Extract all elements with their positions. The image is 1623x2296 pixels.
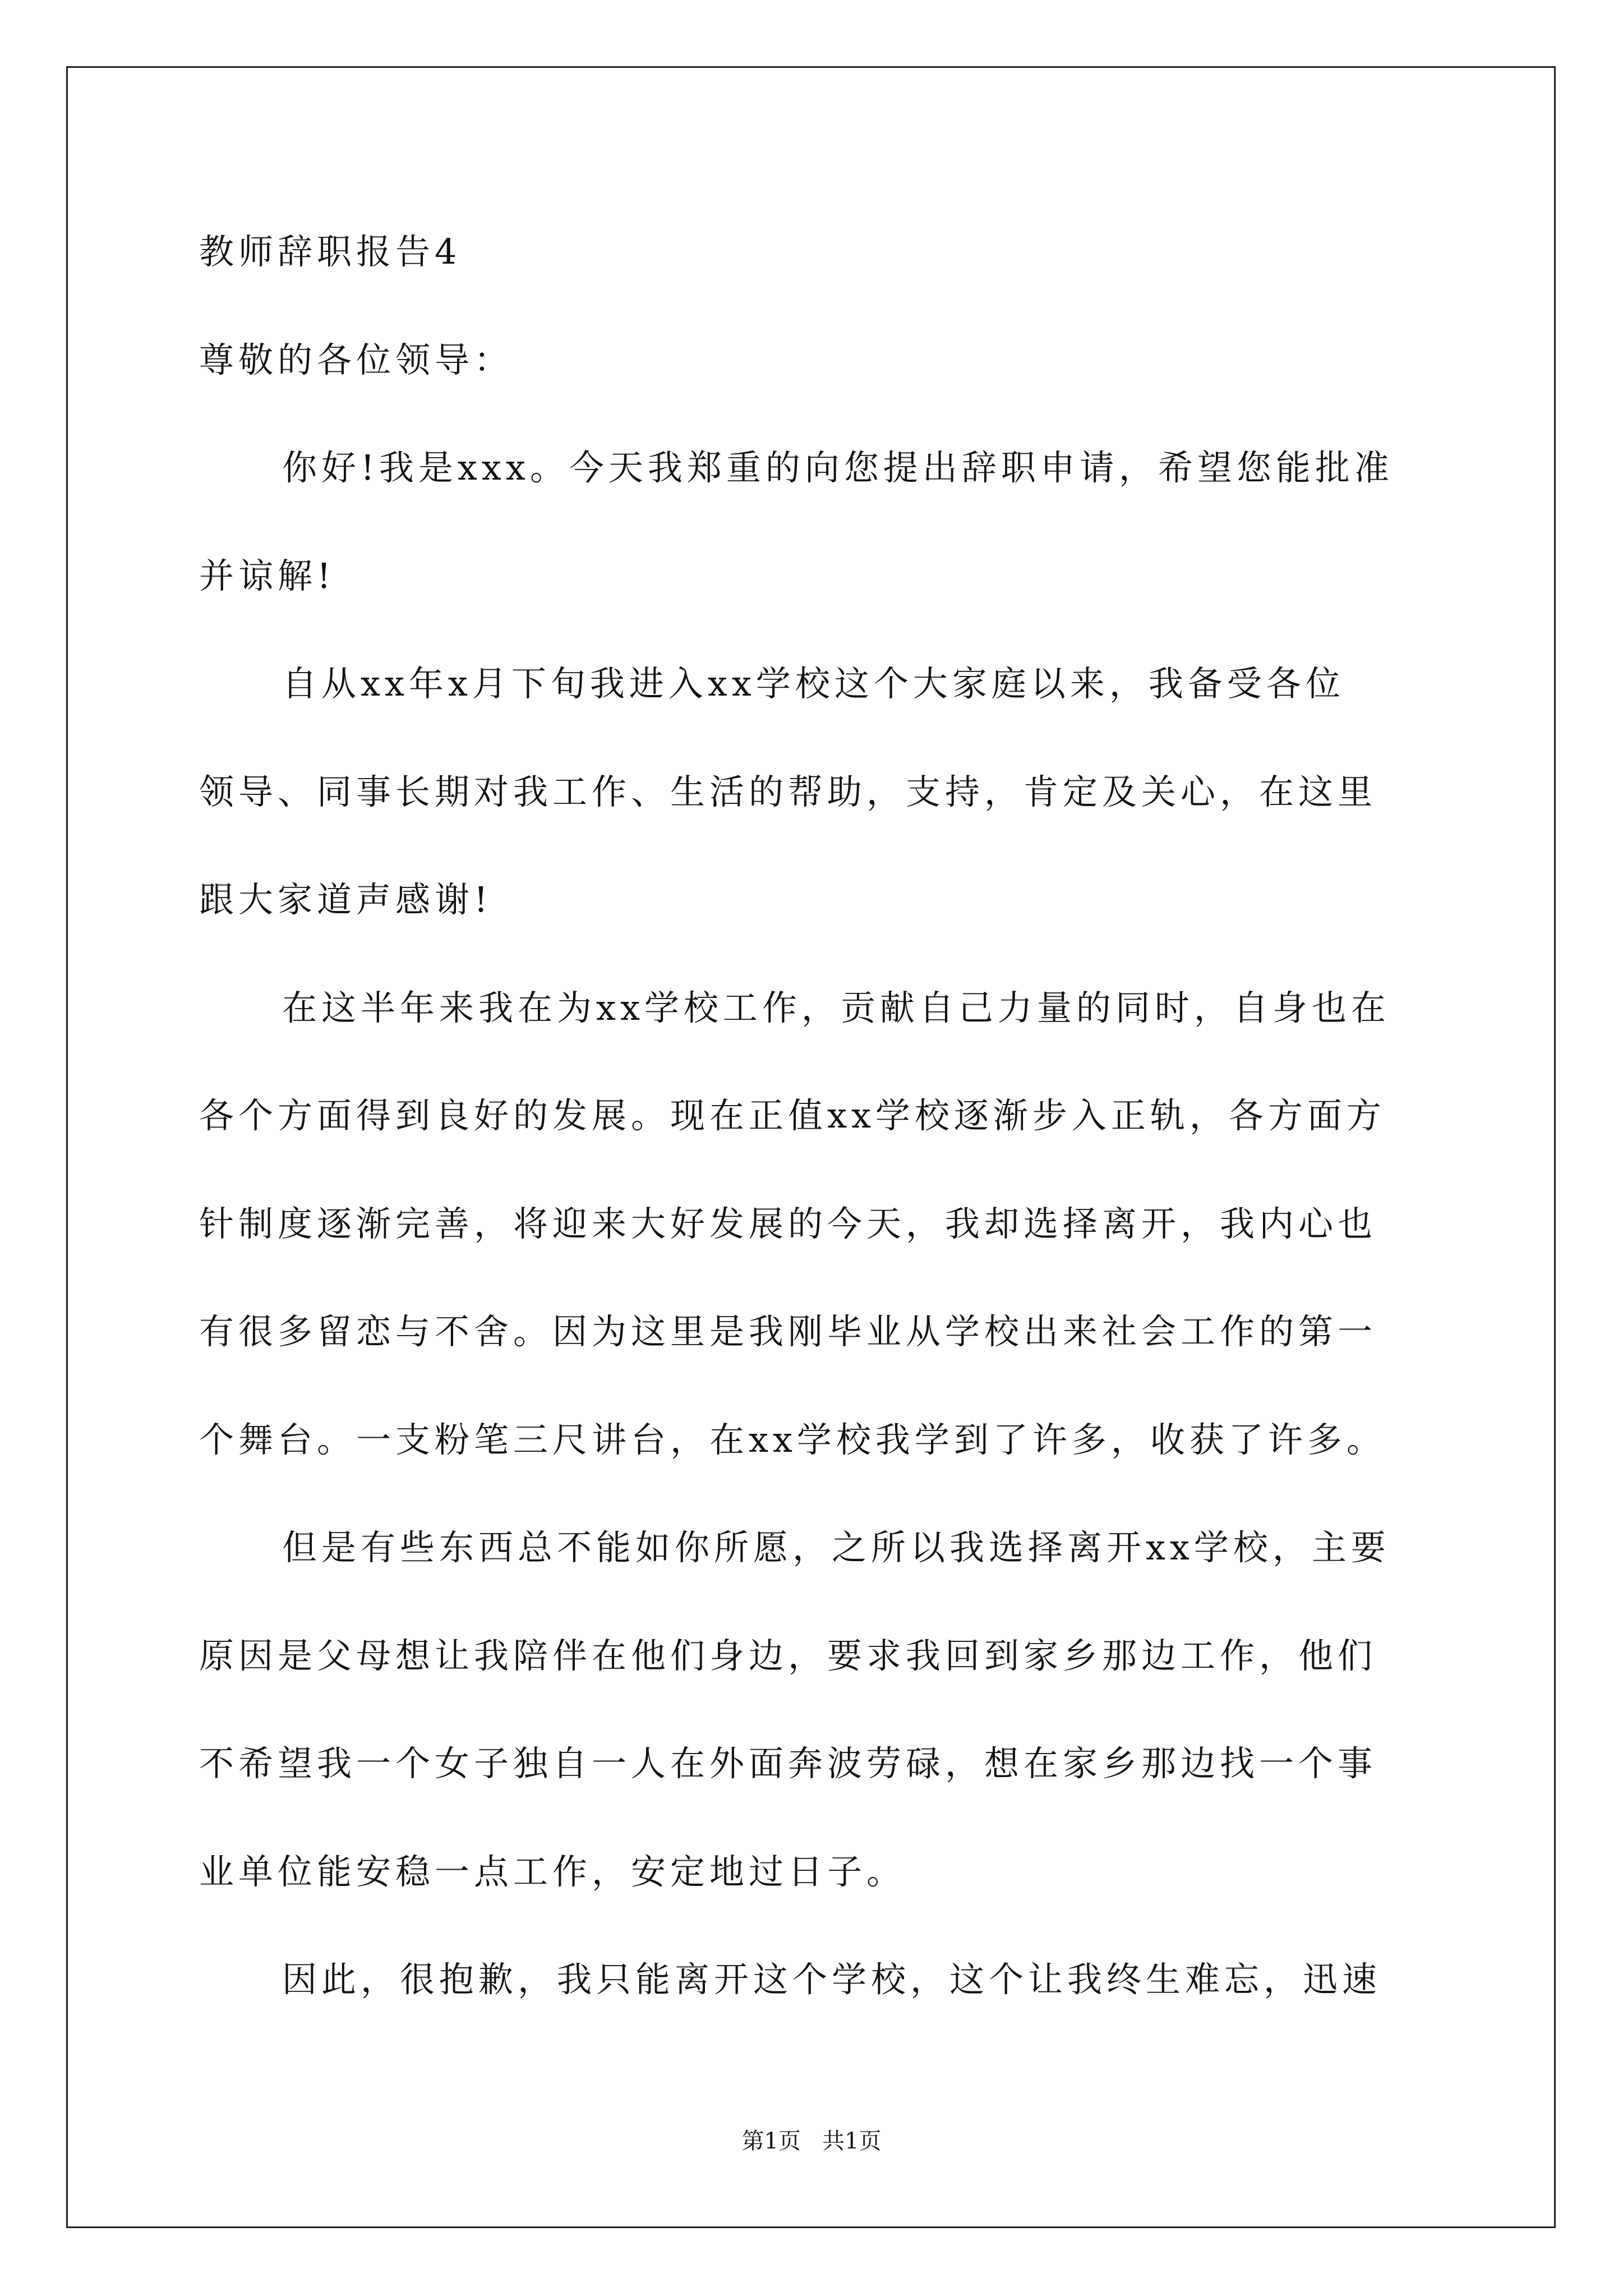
paragraph-line: 并谅解! — [199, 555, 335, 596]
paragraph-line: 原因是父母想让我陪伴在他们身边，要求我回到家乡那边工作，他们 — [199, 1635, 1377, 1676]
page-border — [66, 66, 1556, 2228]
paragraph-line: 你好!我是xxx。今天我郑重的向您提出辞职申请，希望您能批准 — [282, 447, 1394, 488]
paragraph-line: 自从xx年x月下旬我进入xx学校这个大家庭以来，我备受各位 — [282, 663, 1345, 704]
paragraph-line: 业单位能安稳一点工作，安定地过日子。 — [199, 1851, 906, 1892]
paragraph-line: 但是有些东西总不能如你所愿，之所以我选择离开xx学校，主要 — [282, 1527, 1390, 1568]
paragraph-line: 不希望我一个女子独自一人在外面奔波劳碌，想在家乡那边找一个事 — [199, 1743, 1377, 1784]
paragraph-line: 有很多留恋与不舍。因为这里是我刚毕业从学校出来社会工作的第一 — [199, 1311, 1377, 1352]
paragraph-line: 跟大家道声感谢! — [199, 879, 492, 920]
page-footer: 第1页 共1页 — [741, 2128, 882, 2154]
salutation: 尊敬的各位领导： — [199, 339, 514, 380]
document-title: 教师辞职报告4 — [199, 231, 462, 272]
paragraph-line: 个舞台。一支粉笔三尺讲台，在xx学校我学到了许多，收获了许多。 — [199, 1419, 1386, 1460]
paragraph-line: 领导、同事长期对我工作、生活的帮助，支持，肯定及关心，在这里 — [199, 771, 1377, 812]
paragraph-line: 各个方面得到良好的发展。现在正值xx学校逐渐步入正轨，各方面方 — [199, 1095, 1386, 1136]
paragraph-line: 针制度逐渐完善，将迎来大好发展的今天，我却选择离开，我内心也 — [199, 1203, 1377, 1244]
paragraph-line: 在这半年来我在为xx学校工作，贡献自己力量的同时，自身也在 — [282, 987, 1390, 1028]
paragraph-line: 因此，很抱歉，我只能离开这个学校，这个让我终生难忘，迅速 — [282, 1959, 1382, 2000]
